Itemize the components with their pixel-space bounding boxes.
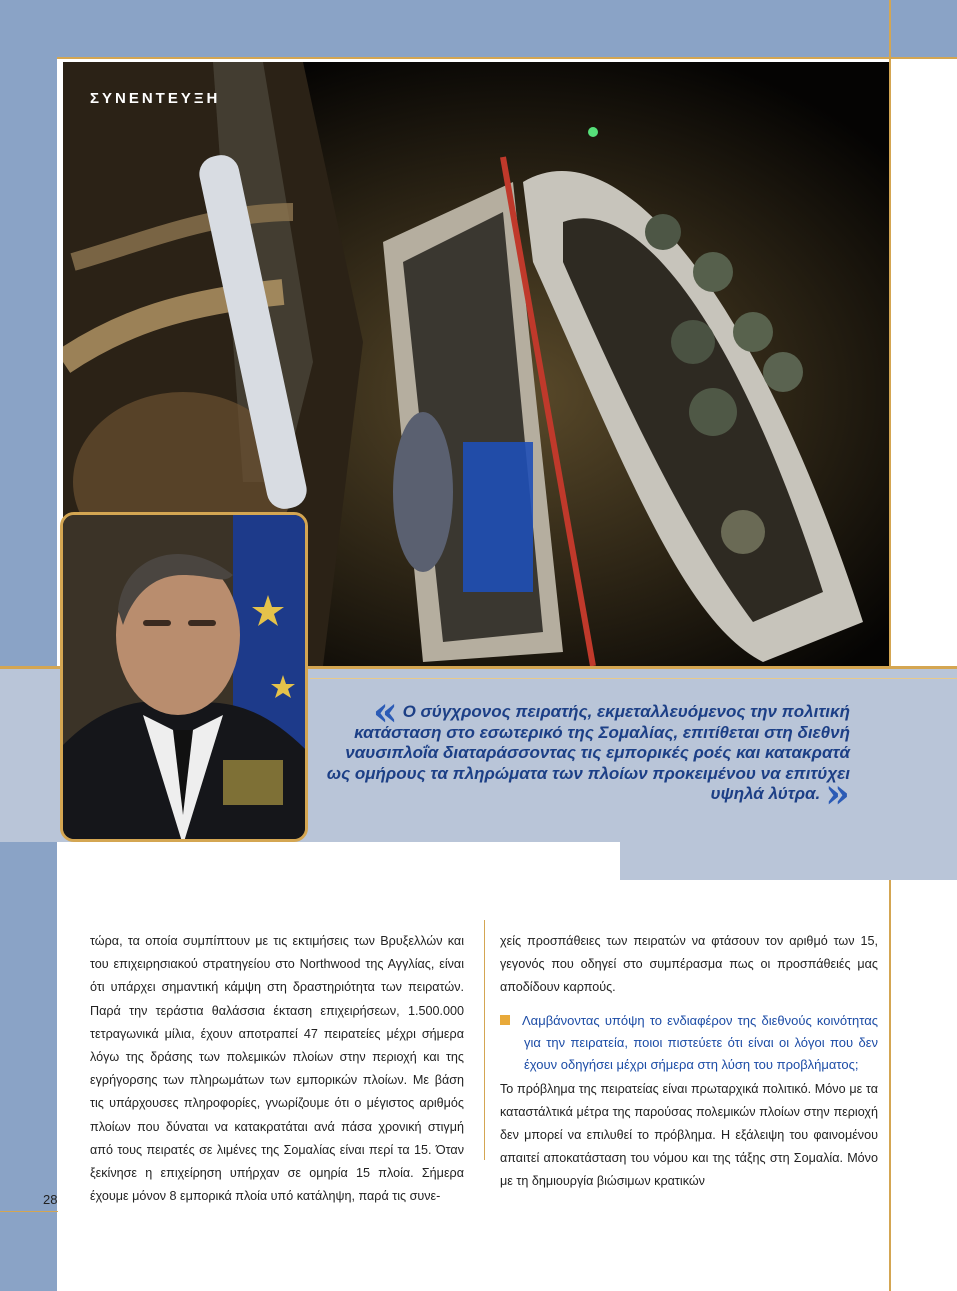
article-column-left: τώρα, τα οποία συμπίπτουν με τις εκτιμήσεις των Βρυξελλών και του επιχειρησιακού στρατηγείου στο Northwood της Αγγλίας, είναι ότι υπάρχει σημαντική κάμψη στη δραστηριότητα των πειρατών. Παρά την τεράστια θαλάσσια έκταση επιχειρήσεων, 1.500.000 τετραγωνικά μίλια, έχουν αποτραπεί 47 πειρατείες μέχρι σήμερα λόγω της δράσης των πολεμικών πλοίων στην περιοχή και της εγρήγορσης των πληρωμάτων των εμπορικών πλοίων. Με βάση τις υπάρχουσες πληροφορίες, γνωρίζουμε ότι ο μέγιστος αριθμός πλοίων που δύναται να κατακρατάται ανά πάσα χρονική στιγμή από τους πειρατές σε λιμένες της Σομαλίας είναι περί τα 15. Όταν ξεκίνησε η επιχείρηση υπήρχαν σε ομηρία 15 πλοία. Σήμερα έχουμε μόνον 8 εμπορικά πλοία υπό κατάληψη, παρά τις συνε- xyxy=(90,934,464,1204)
pull-quote-text: Ο σύγχρονος πειρατής, εκμεταλλευόμενος την πολιτική κατάσταση στο εσωτερικό της Σομαλίας, επιτίθεται στη διεθνή ναυσιπλοΐα διαταράσσοντας τις εμπορικές ροές και κατακρατά ως ομήρους τα πληρώματα των πλοίων προκειμένου να επιτύχει υψηλά λύτρα. xyxy=(326,702,850,803)
page-number-rule xyxy=(0,1211,58,1212)
interview-question-text: Λαμβάνοντας υπόψη το ενδιαφέρον της διεθνούς κοινότητας για την πειρατεία, ποιοι πιστεύετε ότι είναι οι λόγοι που δεν έχουν οδηγήσει μέχρι σήμερα στη λύση του προβλήματος; xyxy=(522,1012,878,1072)
page-number: 28 xyxy=(43,1192,58,1207)
column-divider xyxy=(484,920,485,1160)
interview-answer: Το πρόβλημα της πειρατείας είναι πρωταρχικά πολιτικό. Μόνο με τα καταστάλτικά μέτρα της παρούσας πολεμικών πλοίων στην περιοχή δεν μπορεί να επιλυθεί το πρόβλημα. Η εξάλειψη του φαινομένου απαιτεί αποκατάσταση του νόμου και της τάξης στη Σομαλία. Μόνο με τη δημιουργία βιώσιμων κρατικών xyxy=(500,1081,878,1189)
gold-rule-top xyxy=(57,57,957,59)
pull-quote xyxy=(320,688,850,817)
gold-rule-band-thin xyxy=(310,678,957,679)
section-label: ΣΥΝΕΝΤΕΥΞΗ xyxy=(90,90,221,107)
portrait-illustration xyxy=(63,515,308,842)
question-bullet-icon xyxy=(500,1015,510,1025)
column-right-intro: χείς προσπάθειες των πειρατών να φτάσουν τον αριθμό των 15, γεγονός που οδηγεί στο συμπέρασμα πως οι προσπάθειές μας αποδίδουν καρπούς. xyxy=(500,934,878,995)
article-column-right xyxy=(500,930,878,1194)
admiral-portrait-photo xyxy=(60,512,308,842)
open-quote-mark: « xyxy=(372,688,398,735)
interview-question xyxy=(500,1010,878,1076)
gold-rule-vertical xyxy=(889,0,891,1291)
close-quote-mark: » xyxy=(825,770,850,817)
pull-quote-band-extension xyxy=(620,842,957,880)
